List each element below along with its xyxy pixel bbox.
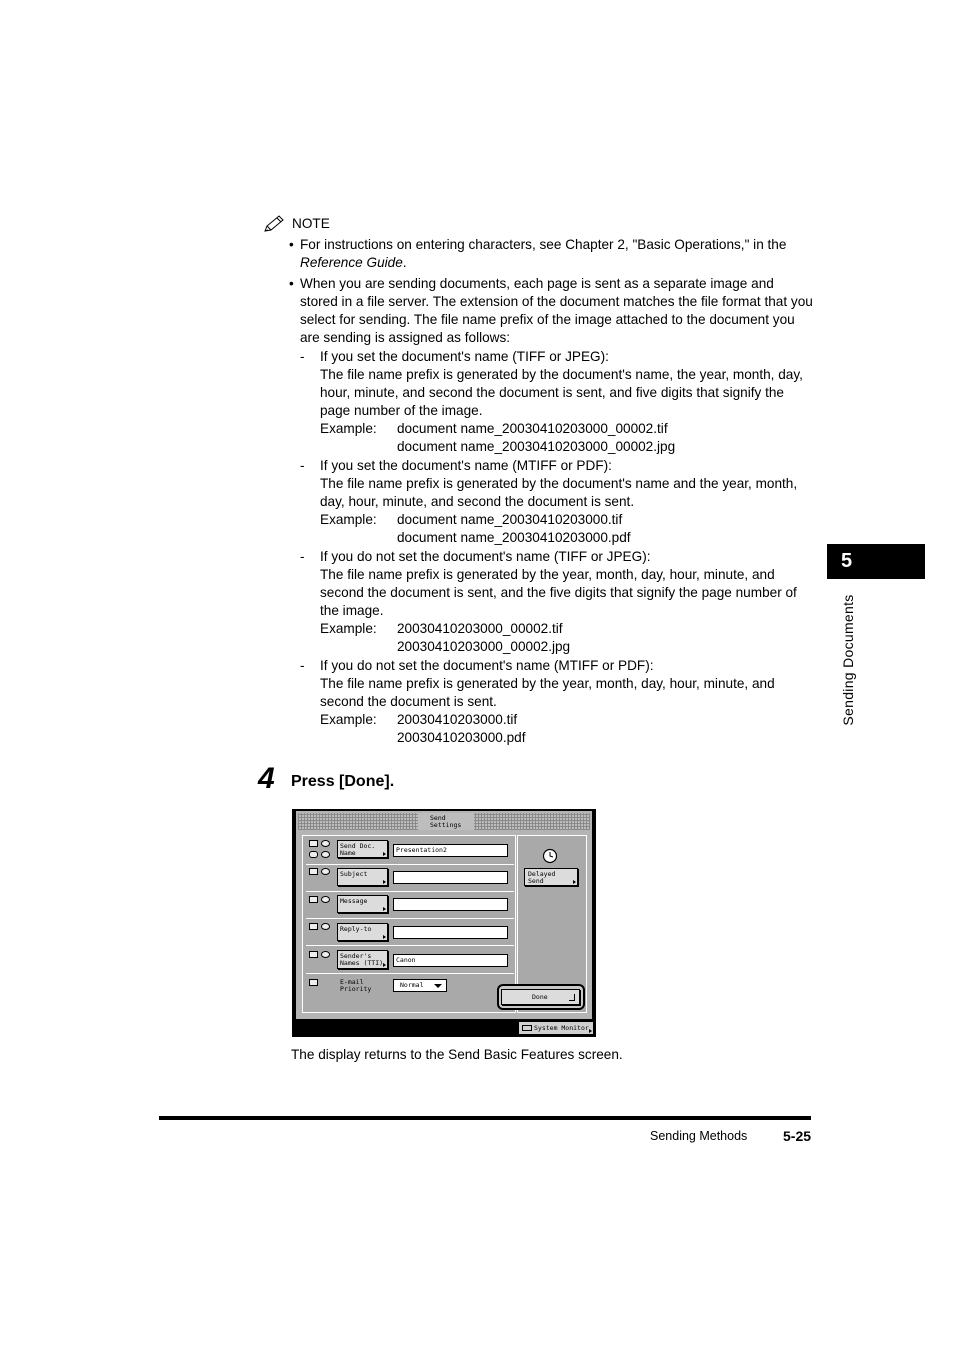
case-description: The file name prefix is generated by the document's name, the year, month, day, hour, minute, and second the document is sent, and five digits that signify the page number of the image. — [320, 367, 803, 418]
case-example: Example: document name_20030410203000_00002.tif document name_20030410203000_00002.jpg — [320, 421, 676, 454]
step-number: 4 — [258, 762, 275, 795]
email-icon — [309, 896, 318, 903]
page-number: 5-25 — [783, 1128, 812, 1144]
naming-case: - If you set the document's name (TIFF or JPEG): The file name prefix is generated by the document's name, the year, month, day, hour, minute, and second the document is sent, and five digits that signify the page number of the image. Example: document name_20030410203000_00002.tif document name_20030410203000_00002.jpg — [300, 348, 814, 456]
senders-name-button[interactable]: Sender's Names (TTI) — [337, 950, 388, 969]
note-bullet: • When you are sending documents, each page is sent as a separate image and stored in a file server. The extension of the document matches the file format that you select for sending. The file name prefix of the image attached to the document you are sending is assigned as follows: - If you set the document's name (TIFF or JPEG): The file name prefix is generated by the document's name, the year, month, day, hour, minute, and second the document is sent, and five digits that signify the page number of the image. Example: document name_20030410203000_00002.tif document name_20030410203000_00002.jpg - If you set the document's name (MTIFF or PDF): The file name prefix is generated by the document's name and the year, month, day, hour, minute, and second the document is sent. Example: document name_20030410203000.tif document name_20030410203000.pdf - If you do not set the document's name (TIFF or JPEG): The file name prefix is generated by the year, month, day, hour, minute, and second the document is sent, and the five digits that signify the page number of the image. Example: 20030410203000_00002.tif 20030410203000_00002.jpg - If you do not set the document's name (MTIFF or PDF): The file name prefix is generated by the year, month, day, hour, minute, and second the document is sent. Example: 20030410203000.tif 20030410203000.pdf — [289, 275, 814, 747]
database-icon — [309, 851, 318, 858]
file-server-icon — [321, 851, 330, 858]
reference-guide-title: Reference Guide — [300, 255, 403, 270]
email-icon — [309, 951, 318, 958]
naming-case: - If you do not set the document's name (MTIFF or PDF): The file name prefix is generated by the year, month, day, hour, minute, and second the document is sent. Example: 20030410203000.tif 20030410203000.pdf — [300, 657, 814, 747]
case-description: The file name prefix is generated by the year, month, day, hour, minute, and second the document is sent, and the five digits that signify the page number of the image. — [320, 567, 797, 618]
screen-title: Send Settings — [430, 814, 462, 829]
case-description: The file name prefix is generated by the year, month, day, hour, minute, and second the document is sent. — [320, 676, 775, 709]
arrow-right-icon — [383, 935, 386, 939]
result-text: The display returns to the Send Basic Features screen. — [291, 1047, 623, 1062]
naming-case: - If you set the document's name (MTIFF or PDF): The file name prefix is generated by the document's name and the year, month, day, hour, minute, and second the document is sent. Example: document name_20030410203000.tif document name_20030410203000.pdf — [300, 457, 814, 547]
delayed-send-button[interactable]: Delayed Send — [524, 868, 578, 886]
ifax-icon — [321, 896, 330, 903]
arrow-right-icon — [589, 1029, 592, 1033]
arrow-right-icon — [383, 963, 386, 967]
senders-name-field[interactable]: Canon — [393, 954, 508, 967]
system-monitor-button[interactable]: System Monitor — [518, 1021, 594, 1035]
footer-section: Sending Methods — [650, 1129, 748, 1143]
note-bullet: • For instructions on entering characters, see Chapter 2, "Basic Operations," in the Reference Guide. — [289, 236, 814, 272]
monitor-icon — [522, 1025, 532, 1031]
reply-to-button[interactable]: Reply-to — [337, 923, 388, 941]
case-title: If you do not set the document's name (TIFF or JPEG): — [320, 549, 651, 564]
case-title: If you set the document's name (TIFF or JPEG): — [320, 349, 609, 364]
case-example: Example: 20030410203000_00002.tif 20030410203000_00002.jpg — [320, 621, 571, 654]
case-description: The file name prefix is generated by the document's name and the year, month, day, hour, minute, and second the document is sent. — [320, 476, 798, 509]
arrow-right-icon — [383, 907, 386, 911]
case-title: If you set the document's name (MTIFF or PDF): — [320, 458, 612, 473]
ifax-icon — [321, 923, 330, 930]
step-instruction: Press [Done]. — [291, 773, 395, 790]
arrow-right-icon — [383, 852, 386, 856]
email-icon — [309, 840, 318, 847]
message-field[interactable] — [393, 898, 508, 911]
note-label: NOTE — [292, 216, 330, 231]
clock-icon — [542, 848, 558, 864]
reply-to-field[interactable] — [393, 926, 508, 939]
email-icon — [309, 923, 318, 930]
email-icon — [309, 979, 318, 986]
ifax-icon — [321, 840, 330, 847]
ifax-icon — [321, 868, 330, 875]
chapter-label: Sending Documents — [840, 594, 856, 726]
ifax-icon — [321, 951, 330, 958]
message-button[interactable]: Message — [337, 895, 388, 913]
case-example: Example: document name_20030410203000.tif document name_20030410203000.pdf — [320, 512, 631, 545]
email-priority-select[interactable]: Normal — [393, 979, 447, 992]
done-button[interactable]: Done — [501, 989, 580, 1005]
send-doc-name-field[interactable]: Presentation2 — [393, 844, 508, 857]
naming-case: - If you do not set the document's name (TIFF or JPEG): The file name prefix is generated by the year, month, day, hour, minute, and second the document is sent, and the five digits that signify the page number of the image. Example: 20030410203000_00002.tif 20030410203000_00002.jpg — [300, 548, 814, 656]
chapter-tab: 5 — [827, 544, 925, 579]
subject-field[interactable] — [393, 871, 508, 884]
arrow-right-icon — [573, 880, 576, 884]
email-icon — [309, 868, 318, 875]
dropdown-arrow-icon — [434, 984, 442, 988]
case-title: If you do not set the document's name (MTIFF or PDF): — [320, 658, 654, 673]
enter-icon — [569, 994, 575, 1001]
email-priority-label: E-mail Priority — [340, 978, 372, 993]
note-body — [289, 236, 814, 750]
note-header — [262, 214, 330, 234]
footer-rule — [159, 1116, 811, 1120]
arrow-right-icon — [383, 880, 386, 884]
case-example: Example: 20030410203000.tif 20030410203000.pdf — [320, 712, 526, 745]
pencil-note-icon — [262, 214, 286, 234]
send-doc-name-button[interactable]: Send Doc. Name — [337, 840, 388, 858]
subject-button[interactable]: Subject — [337, 868, 388, 886]
